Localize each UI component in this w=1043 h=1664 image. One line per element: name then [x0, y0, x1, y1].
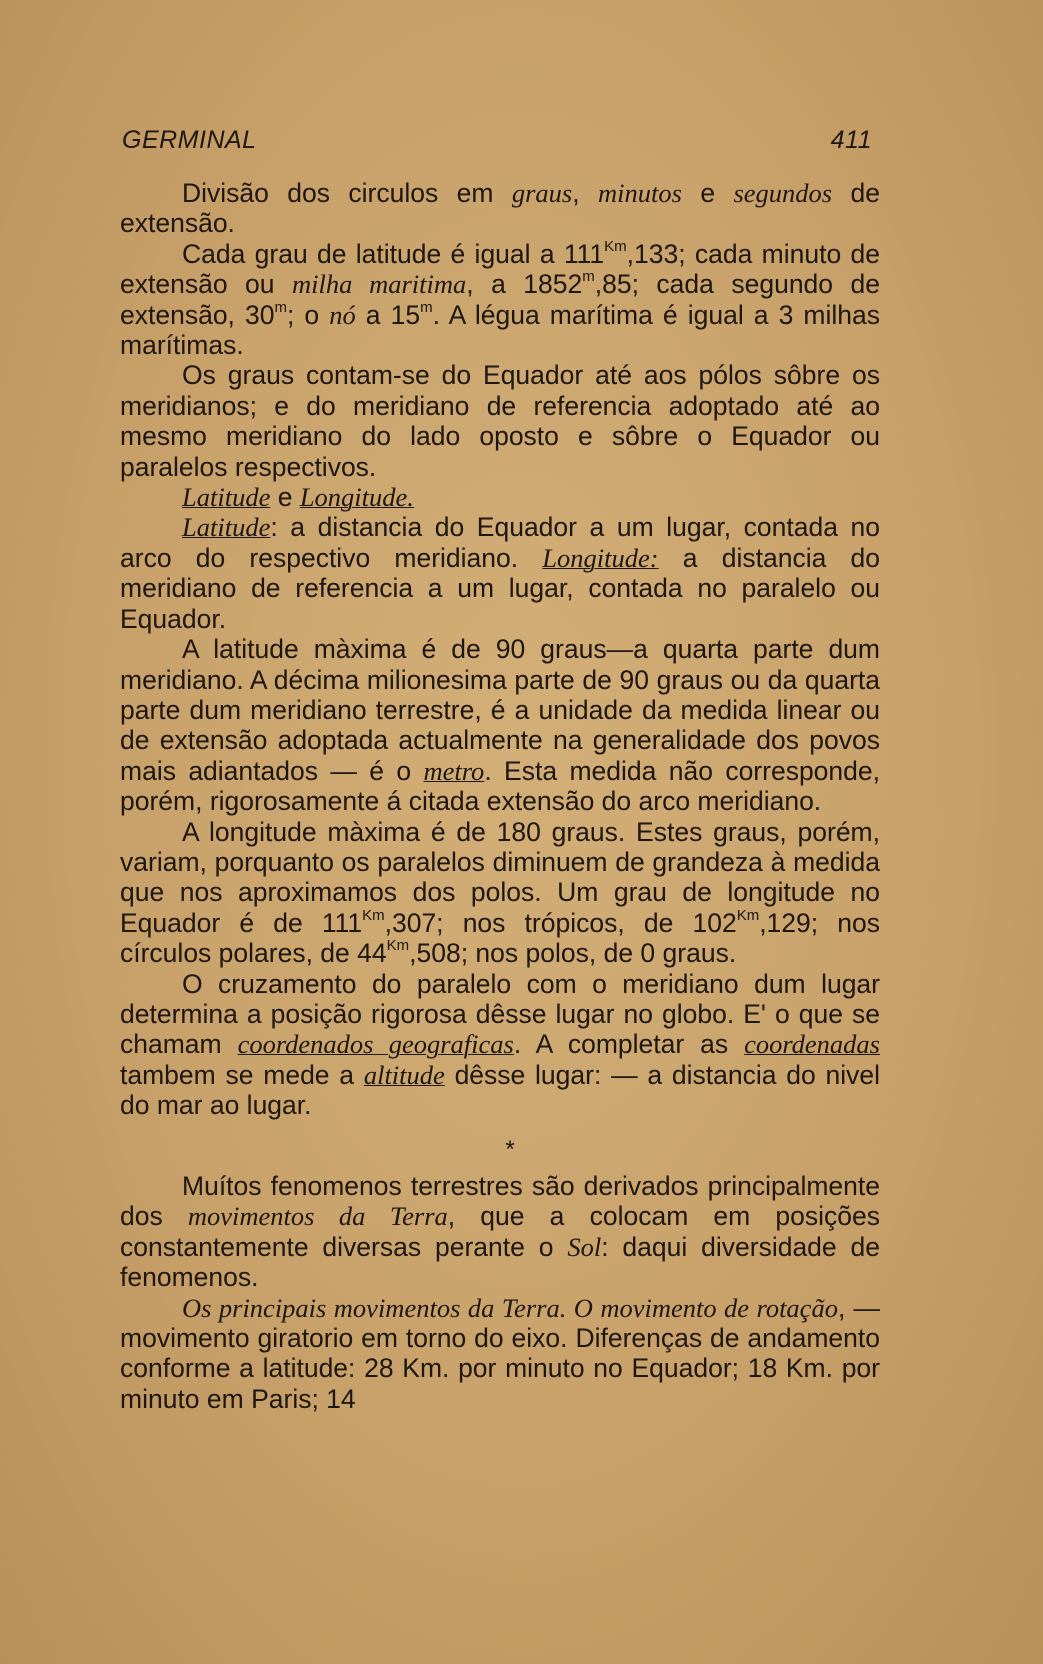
text-run: ,508; nos polos, de 0 graus. — [409, 938, 737, 969]
text-run: ,129; nos círculos polares, de 44 — [120, 907, 880, 969]
paragraph — [120, 482, 880, 512]
superscript: Km — [386, 937, 410, 955]
italic-term: Sol — [567, 1231, 602, 1262]
text-run: e — [270, 482, 300, 513]
text-run: tambem se mede a — [120, 1059, 364, 1090]
text-run: ,85; cada segundo de extensão, 30 — [120, 269, 880, 330]
italic-term: Os principais movimentos da Terra. O movimento de rotação — [182, 1292, 838, 1323]
body-text — [120, 178, 880, 1414]
text-run: Muítos fenomenos terrestres são derivados principalmente dos — [120, 1171, 880, 1232]
text-run: , que a colocam em posições constantemente diversas perante o — [120, 1201, 880, 1262]
text-run: de extensão. — [120, 178, 880, 239]
superscript: m — [274, 298, 287, 316]
text-run: , — [572, 178, 598, 208]
paragraph — [120, 969, 880, 1121]
paragraph — [120, 512, 880, 634]
italic-term: coordenados geograficas — [237, 1029, 514, 1060]
italic-term: nó — [329, 299, 356, 330]
superscript: Km — [362, 906, 385, 924]
text-run: O cruzamento do paralelo com o meridiano dum lugar determina a posição rigorosa dêsse lugar no globo. E' o que se chamam — [120, 968, 880, 1060]
paragraph — [120, 817, 880, 969]
text-run: ; o — [286, 299, 330, 330]
italic-term: Longitude: — [542, 542, 659, 573]
italic-term: Latitude — [182, 482, 271, 513]
section-separator — [120, 1135, 880, 1165]
text-run: ,307; nos trópicos, de 102 — [384, 907, 737, 938]
text-run: A longitude màxima é de 180 graus. Estes graus, porém, variam, porquanto os paralelos diminuem de grandeza à medida que nos aproximamos dos polos. Um grau de longitude no Equador é de 111 — [120, 816, 880, 938]
superscript: m — [420, 298, 433, 316]
italic-term: Longitude. — [299, 482, 414, 513]
text-run: a 15 — [355, 299, 421, 330]
italic-term: coordenadas — [744, 1029, 880, 1060]
paragraph — [120, 1293, 880, 1415]
page-number: 411 — [830, 126, 872, 154]
text-run: e — [681, 178, 734, 208]
text-run: , — movimento giratorio em torno do eixo. Diferenças de andamento conforme a latitude: 28 Km. por minuto no Equador; 18 Km. por minuto em Paris; 14 — [120, 1292, 880, 1414]
text-run: , a 1852 — [466, 269, 583, 300]
paragraph — [120, 178, 880, 239]
text-run: ,133; cada minuto de extensão ou — [120, 238, 880, 300]
italic-term: movimentos da Terra — [187, 1201, 448, 1232]
italic-term: metro — [423, 755, 485, 786]
text-run: . A completar as — [513, 1029, 745, 1060]
italic-term: Latitude — [182, 512, 271, 543]
italic-term: milha maritima — [291, 269, 467, 300]
text-run: * — [505, 1135, 515, 1163]
text-run: A latitude màxima é de 90 graus—a quarta parte dum meridiano. A décima milionesima parte de 90 graus ou da quarta parte dum meridiano terrestre, é a unidade da medida linear ou de extensão adoptada actualmente na generalidade dos povos mais adiantados — é o — [120, 634, 880, 786]
paragraph — [120, 634, 880, 816]
superscript: Km — [604, 237, 627, 255]
paragraph — [120, 1171, 880, 1293]
text-run: . Esta medida não corresponde, porém, rigorosamente á citada extensão do arco meridiano. — [120, 755, 880, 817]
paragraph — [120, 239, 880, 361]
text-run: : a distancia do Equador a um lugar, contada no arco do respectivo meridiano. — [120, 512, 880, 573]
text-run: dêsse lugar: — a distancia do nivel do mar ao lugar. — [120, 1059, 880, 1121]
text-run: Divisão dos circulos em — [182, 178, 512, 208]
running-title: GERMINAL — [122, 126, 257, 154]
italic-term: graus — [511, 178, 573, 208]
superscript: m — [582, 268, 595, 286]
italic-term: altitude — [363, 1059, 445, 1090]
text-run: . A légua marítima é igual a 3 milhas marítimas. — [120, 299, 880, 361]
text-run: a distancia do meridiano de referencia a um lugar, contada no paralelo ou Equador. — [120, 542, 880, 634]
text-run: Cada grau de latitude é igual a 111 — [182, 238, 605, 269]
superscript: Km — [736, 906, 760, 924]
running-header — [122, 126, 872, 162]
italic-term: minutos — [598, 178, 682, 208]
italic-term: segundos — [733, 178, 833, 208]
text-run: : daqui diversidade de fenomenos. — [120, 1231, 881, 1293]
paragraph — [120, 360, 880, 482]
text-run: Os graus contam-se do Equador até aos pólos sôbre os meridianos; e do meridiano de referencia adoptado até ao mesmo meridiano do lado oposto e sôbre o Equador ou paralelos respectivos. — [120, 360, 880, 482]
